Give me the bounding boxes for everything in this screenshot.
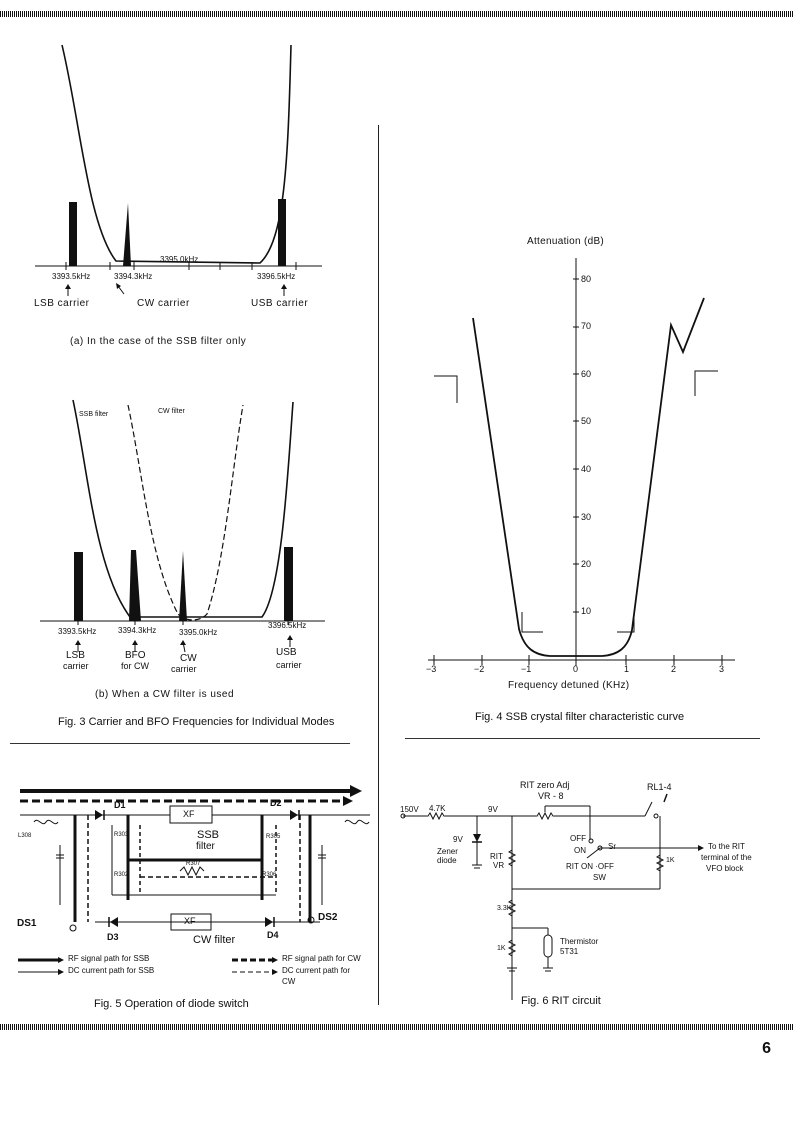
- fig3b-caption: (b) When a CW filter is used: [95, 689, 235, 700]
- fig5-legend-dc-cw-2: CW: [282, 977, 296, 986]
- fig3b-bfo-2: for CW: [121, 661, 149, 671]
- fig6-zener-2: diode: [437, 856, 457, 865]
- fig4-ytick-60: 60: [581, 369, 592, 379]
- fig3b-lsb-1: LSB: [66, 650, 85, 661]
- fig6-9v: 9V: [488, 805, 498, 814]
- fig5-cw-filter: CW filter: [193, 934, 236, 946]
- fig3a-usb-label: USB carrier: [251, 298, 309, 309]
- fig5-ds1: DS1: [17, 918, 37, 929]
- fig6-ritsw-1: RIT ON ·OFF: [566, 862, 614, 871]
- fig3a-caption: (a) In the case of the SSB filter only: [70, 336, 247, 347]
- fig6-r3-3k: 3.3K: [497, 905, 512, 912]
- fig6-to-1: To the RIT: [708, 842, 745, 851]
- fig6-zener-v: 9V: [453, 835, 463, 844]
- fig4-ytick-40: 40: [581, 464, 592, 474]
- fig3b-tick-bfo: 3394.3kHz: [118, 626, 157, 635]
- fig3b-usb-1: USB: [276, 647, 297, 658]
- fig3b-legend-ssb: SSB filter: [79, 411, 109, 418]
- fig6-sr: Sr: [608, 842, 616, 851]
- fig6-ritvr-2: VR: [493, 861, 505, 870]
- fig4-y-title: Attenuation (dB): [527, 236, 605, 247]
- fig4-xtick-m2: −2: [474, 664, 485, 674]
- fig6-4-7k: 4.7K: [429, 804, 446, 813]
- fig4-xtick-0: 0: [573, 664, 579, 674]
- fig6-to-2: terminal of the: [701, 853, 752, 862]
- fig5-xf-cw: XF: [184, 916, 196, 926]
- fig3a-tick-usb: 3396.5kHz: [257, 272, 296, 281]
- fig4-ytick-50: 50: [581, 416, 592, 426]
- fig3a-tick-lsb: 3393.5kHz: [52, 272, 91, 281]
- fig3b-cw-2: carrier: [171, 664, 197, 674]
- fig6-r1k-2: 1K: [497, 945, 506, 952]
- fig5-legend-rf-ssb: RF signal path for SSB: [68, 954, 150, 963]
- fig4-xtick-2: 2: [671, 664, 677, 674]
- fig5-d1: D1: [114, 800, 126, 810]
- fig5-d2: D2: [270, 798, 282, 808]
- fig6-150v: 150V: [400, 805, 419, 814]
- fig5-l308: L308: [18, 833, 32, 839]
- fig3b-usb-2: carrier: [276, 660, 302, 670]
- page-number: 6: [762, 1040, 771, 1057]
- fig3b-tick-lsb: 3393.5kHz: [58, 627, 97, 636]
- fig6-therm-1: Thermistor: [560, 937, 599, 946]
- fig3a-tick-cw: 3394.3kHz: [114, 272, 153, 281]
- fig6-on: ON: [574, 846, 586, 855]
- fig6-zener-1: Zener: [437, 847, 458, 856]
- fig5-legend-dc-ssb: DC current path for SSB: [68, 966, 155, 975]
- fig3b-bfo-1: BFO: [125, 650, 146, 661]
- fig6-rit-zero-1: RIT zero Adj: [520, 780, 570, 790]
- fig6-rl: RL1-4: [647, 782, 672, 792]
- fig5-d4: D4: [267, 930, 279, 940]
- fig5-r303: R303: [114, 832, 129, 838]
- fig6-off: OFF: [570, 834, 586, 843]
- fig4-x-title: Frequency detuned (KHz): [508, 680, 630, 691]
- fig5-d3: D3: [107, 932, 119, 942]
- fig3b-legend-cw: CW filter: [158, 408, 185, 415]
- fig3a-tick-center: 3395.0kHz: [160, 255, 199, 264]
- fig5-r302: R302: [114, 872, 129, 878]
- fig6-to-3: VFO block: [706, 864, 744, 873]
- fig4-xtick-m3: −3: [426, 664, 437, 674]
- fig5-xf-ssb: XF: [183, 809, 195, 819]
- fig5-ds2: DS2: [318, 912, 338, 923]
- fig5-title: Fig. 5 Operation of diode switch: [94, 998, 249, 1010]
- fig3a-cw-label: CW carrier: [137, 298, 190, 309]
- fig5-ssb-1: SSB: [197, 829, 220, 841]
- fig5-r305: R305: [266, 834, 281, 840]
- fig4-xtick-3: 3: [719, 664, 725, 674]
- fig5-legend-dc-cw-1: DC current path for: [282, 966, 351, 975]
- fig5-ssb-2: filter: [196, 841, 215, 852]
- fig5-legend-rf-cw: RF signal path for CW: [282, 954, 361, 963]
- fig4-ytick-30: 30: [581, 512, 592, 522]
- fig5-r306: R306: [262, 872, 277, 878]
- fig6-title: Fig. 6 RIT circuit: [521, 995, 601, 1007]
- fig3a-lsb-label: LSB carrier: [34, 298, 90, 309]
- fig3b-tick-usb: 3396.5kHz: [268, 621, 307, 630]
- fig5-r307: R307: [186, 861, 201, 867]
- fig6-ritsw-2: SW: [593, 873, 606, 882]
- fig6-rit-zero-2: VR - 8: [538, 791, 564, 801]
- fig3-title: Fig. 3 Carrier and BFO Frequencies for Individual Modes: [58, 716, 335, 728]
- fig4-ytick-70: 70: [581, 321, 592, 331]
- fig6-ritvr-1: RIT: [490, 852, 503, 861]
- fig3b-lsb-2: carrier: [63, 661, 89, 671]
- fig4-ytick-80: 80: [581, 274, 592, 284]
- fig4-title: Fig. 4 SSB crystal filter characteristic curve: [475, 711, 685, 723]
- fig3b-cw-1: CW: [180, 653, 197, 664]
- fig4-xtick-m1: −1: [521, 664, 532, 674]
- fig4-ytick-10: 10: [581, 606, 592, 616]
- fig3b-tick-cw: 3395.0kHz: [179, 628, 218, 637]
- fig6-r1k: 1K: [666, 857, 675, 864]
- fig4-xtick-1: 1: [624, 664, 630, 674]
- fig6-therm-2: 5T31: [560, 947, 579, 956]
- fig4-ytick-20: 20: [581, 559, 592, 569]
